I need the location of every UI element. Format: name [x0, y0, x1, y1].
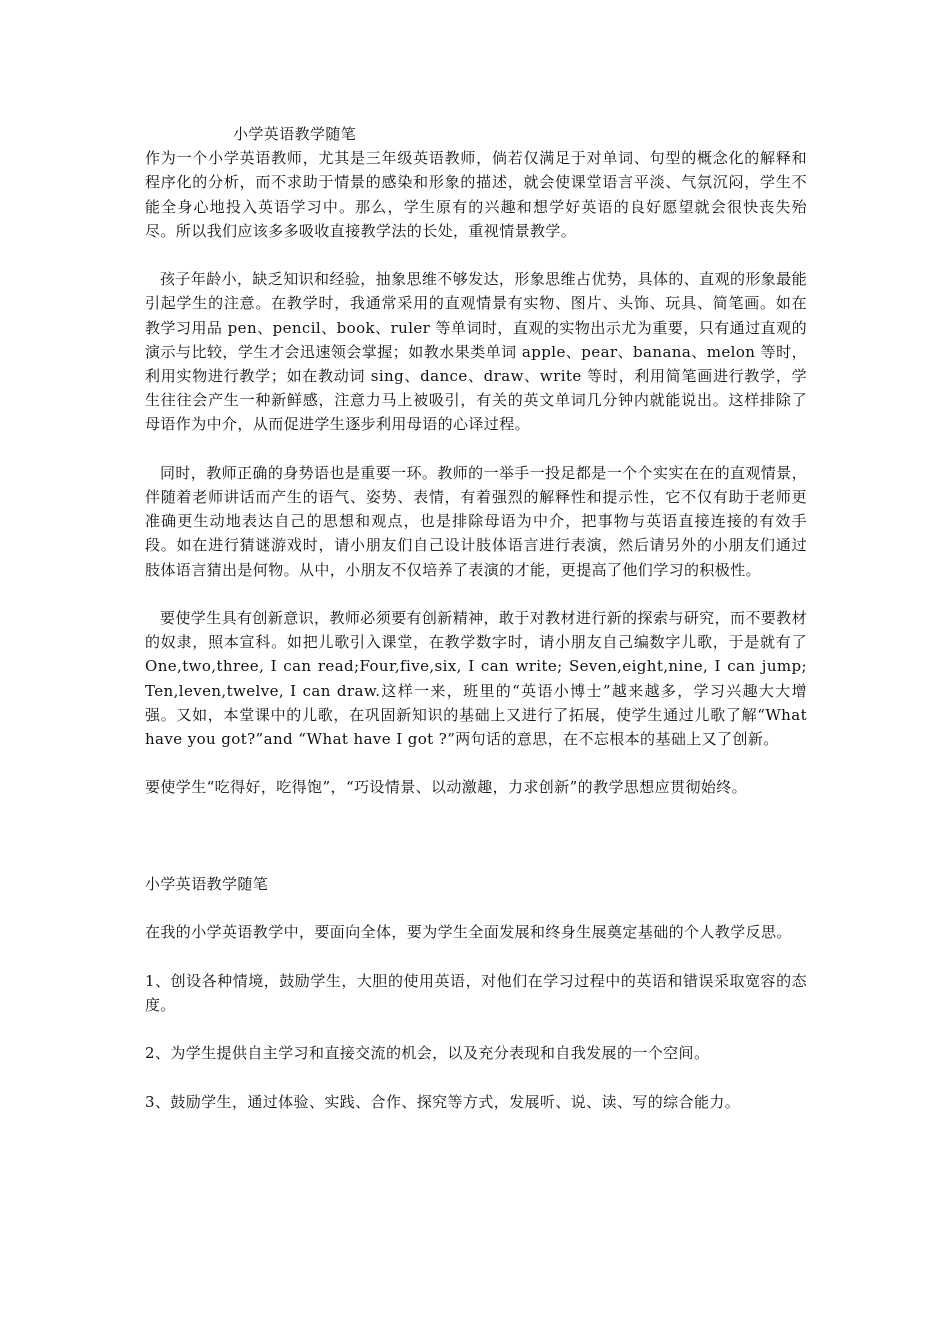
- document-title: 小学英语教学随笔: [233, 125, 357, 143]
- paragraph-gap: [145, 751, 807, 775]
- paragraph-body-language: 同时，教师正确的身势语也是重要一环。教师的一举手一投足都是一个个实实在在的直观情景，伴随着老师讲话而产生的语气、姿势、表情，有着强烈的解释性和提示性，它不仅有助于老师更准确更生动地表达自己的思想和观点，也是排除母语为中介，把事物与英语直接连接的有效手段。如在进行猜谜游戏时，请小朋友们自己设计肢体语言进行表演，然后请另外的小朋友们通过肢体语言猜出是何物。从中，小朋友不仅培养了表演的才能，更提高了他们学习的积极性。: [145, 463, 807, 579]
- paragraph-gap: [145, 437, 807, 461]
- paragraph-intro: 作为一个小学英语教师，尤其是三年级英语教师，倘若仅满足于对单词、句型的概念化的解释和程序化的分析，而不求助于情景的感染和形象的描述，就会使课堂语言平淡、气氛沉闷，学生不能全身心地投入英语学习中。那么，学生原有的兴趣和想学好英语的良好愿望就会很快丧失殆尽。所以我们应该多多吸收直接教学法的长处，重视情景教学。: [145, 149, 807, 240]
- list-item-3: 3、鼓励学生，通过体验、实践、合作、探究等方式，发展听、说、读、写的综合能力。: [145, 1092, 741, 1111]
- list-item-1: 1、创设各种情境，鼓励学生，大胆的使用英语，对他们在学习过程中的英语和错误采取宽容的态度。: [145, 971, 807, 1014]
- list-item-2: 2、为学生提供自主学习和直接交流的机会，以及充分表现和自我发展的一个空间。: [145, 1044, 710, 1063]
- paragraph-conclusion: 要使学生“吃得好，吃得饱”，“巧设情景、以动激趣，力求创新”的教学思想应贯彻始终。: [145, 778, 748, 797]
- section-gap: [145, 800, 807, 848]
- paragraph-gap: [145, 243, 807, 267]
- paragraph-reflection: 在我的小学英语教学中，要面向全体，要为学生全面发展和终身生展奠定基础的个人教学反思。: [145, 923, 792, 942]
- paragraph-visual-aids: 孩子年龄小，缺乏知识和经验，抽象思维不够发达，形象思维占优势，具体的、直观的形象最能引起学生的注意。在教学时，我通常采用的直观情景有实物、图片、头饰、玩具、简笔画。如在教学习用品 pen、pencil、book、ruler 等单词时，直观的实物出示尤为重要，只有通过直观的演示与比较，学生才会迅速领会掌握；如教水果类单词 apple、pear、banana、melon 等时，利用实物进行教学；如在教动词 sing、dance、draw、write 等时，利用简笔画进行教学，学生往往会产生一种新鲜感，注意力马上被吸引，有关的英文单词几分钟内就能说出。这样排除了母语作为中介，从而促进学生逐步利用母语的心译过程。: [145, 270, 807, 434]
- paragraph-gap: [145, 1017, 807, 1041]
- paragraph-gap: [145, 582, 807, 606]
- paragraph-gap: [145, 896, 807, 920]
- paragraph-gap: [145, 1065, 807, 1089]
- section-title: 小学英语教学随笔: [145, 874, 269, 893]
- paragraph-gap: [145, 944, 807, 968]
- paragraph-innovation: 要使学生具有创新意识，教师必须要有创新精神，敢于对教材进行新的探索与研究，而不要教材的奴隶，照本宣科。如把儿歌引入课堂，在教学数字时，请小朋友自己编数字儿歌，于是就有了 One,two,three, I can read;Four,five,six, I can write; Seven,eight,nine, I can jump; Ten,leven,twelve, I can draw.这样一来，班里的“英语小博士”越来越多，学习兴趣大大增强。又如，本堂课中的儿歌，在巩固新知识的基础上又进行了拓展，使学生通过儿歌了解“What have you got?”and “What have I got ?”两句话的意思，在不忘根本的基础上又了创新。: [145, 609, 807, 749]
- section-gap: [145, 848, 807, 872]
- document-body: [145, 122, 807, 1114]
